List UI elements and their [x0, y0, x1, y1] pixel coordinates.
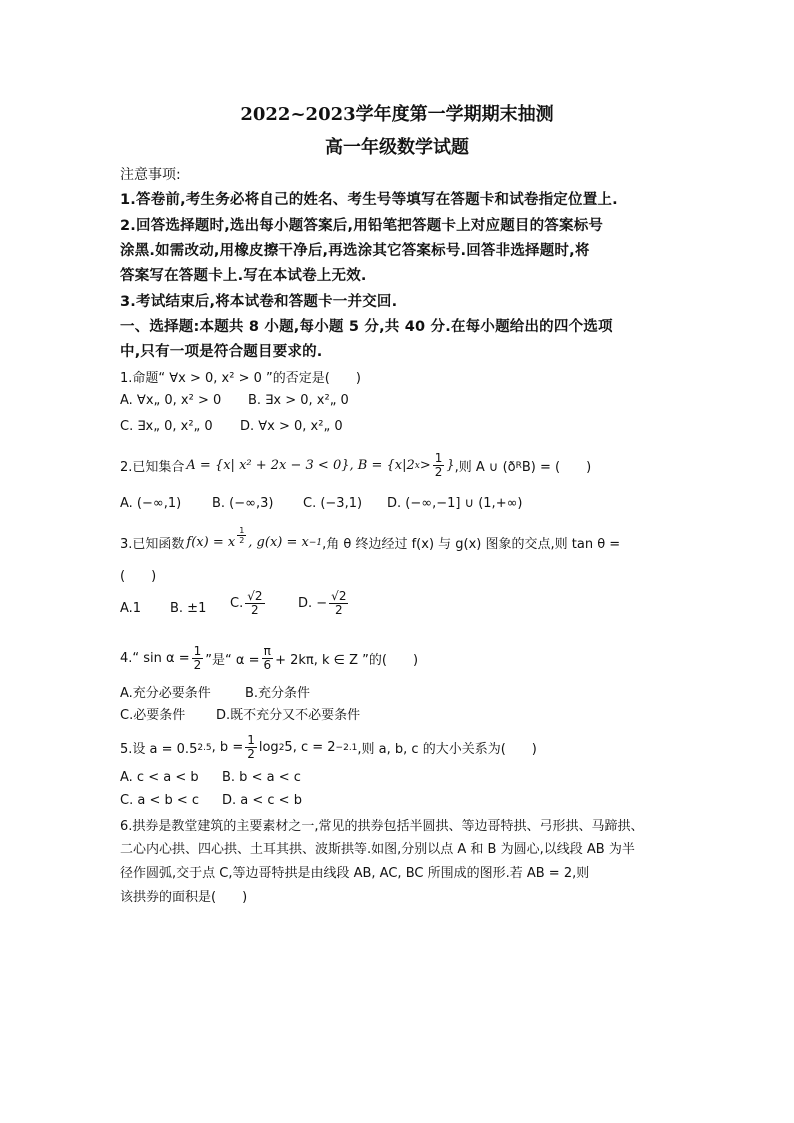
notes-heading: 注意事项: — [120, 167, 181, 183]
exam-title: 2022~2023学年度第一学期期末抽测 — [240, 104, 554, 125]
question-4-stem — [120, 645, 418, 672]
question-4-option-a: A.充分必要条件 — [120, 686, 211, 701]
question-5-option-d: D. a < c < b — [222, 793, 302, 808]
question-2-option-a: A. (−∞,1) — [120, 496, 182, 511]
question-3-blank: ( ) — [120, 569, 157, 584]
question-1-stem: 1.命题“ ∀x > 0, x² > 0 ”的否定是( ) — [120, 371, 361, 386]
section-heading-line-1: 一、选择题:本题共 8 小题,每小题 5 分,共 40 分.在每小题给出的四个选项 — [120, 319, 613, 335]
question-4-frac-1 — [192, 645, 204, 672]
question-4-mid: ”是“ α = — [205, 653, 260, 668]
question-3-stem — [120, 526, 621, 552]
question-3-f: f(x) = x — [186, 535, 236, 550]
question-5-frac-num: 1 — [247, 733, 255, 747]
question-3-option-d-den: 2 — [334, 603, 343, 617]
question-1-option-b: B. ∃x > 0, x²„ 0 — [248, 393, 349, 408]
question-1-option-a: A. ∀x„ 0, x² > 0 — [120, 393, 222, 408]
question-5-frac — [245, 734, 257, 761]
question-3-option-d-frac — [329, 590, 348, 617]
question-5-log: log — [258, 740, 279, 755]
question-2-option-b: B. (−∞,3) — [212, 496, 274, 511]
question-3-option-d — [298, 590, 350, 617]
question-4-option-b: B.充分条件 — [245, 686, 311, 701]
question-3-option-a: A.1 — [120, 601, 142, 616]
question-5-stem — [120, 734, 537, 761]
question-6-line-3: 径作圆弧,交于点 C,等边哥特拱是由线段 AB, AC, BC 所围成的图形.若 AB = 2,则 — [120, 866, 590, 881]
question-5-prefix: 5.设 a = 0.5 — [120, 742, 198, 757]
question-2-set-a: A = {x| x² + 2x − 3 < 0} — [186, 458, 350, 473]
question-2-set-b-right: } — [446, 458, 455, 473]
question-4-option-c: C.必要条件 — [120, 708, 186, 723]
note-line-3: 涂黑.如需改动,用橡皮擦干净后,再选涂其它答案标号.回答非选择题时,将 — [120, 243, 590, 259]
question-4-suffix: + 2kπ, k ∈ Z ”的( ) — [275, 653, 419, 668]
question-3-f-exp — [237, 526, 246, 545]
question-5-option-b: B. b < a < c — [222, 770, 301, 785]
note-line-4: 答案写在答题卡上.写在本试卷上无效. — [120, 268, 367, 284]
note-line-5: 3.考试结束后,将本试卷和答题卡一并交回. — [120, 294, 398, 310]
question-2-option-d: D. (−∞,−1] ∪ (1,+∞) — [387, 496, 523, 511]
question-4-frac-1-den: 2 — [193, 658, 202, 672]
question-5-option-c: C. a < b < c — [120, 793, 200, 808]
exam-subtitle: 高一年级数学试题 — [325, 137, 469, 158]
question-2-frac-num: 1 — [434, 451, 443, 465]
question-3-option-c-prefix: C. — [230, 596, 244, 611]
question-3-option-c-frac — [245, 590, 264, 617]
question-3-f-exp-num: 1 — [239, 526, 245, 535]
question-3-option-d-prefix: D. − — [298, 596, 328, 611]
question-6-line-2: 二心内心拱、四心拱、土耳其拱、波斯拱等.如图,分别以点 A 和 B 为圆心,以线段 AB 为半 — [120, 842, 635, 857]
question-5-log-base: 2 — [278, 742, 285, 753]
question-2-suffix2: B) = ( ) — [521, 460, 592, 475]
question-3-option-b: B. ±1 — [170, 601, 207, 616]
question-2-set-b-mid: > — [419, 458, 431, 473]
question-1-option-d: D. ∀x > 0, x²„ 0 — [240, 419, 343, 434]
question-2-set-b-left: , B = {x|2 — [349, 458, 415, 473]
question-4-frac-2 — [261, 645, 273, 672]
question-3-option-d-num: √2 — [331, 589, 347, 603]
note-line-1: 1.答卷前,考生务必将自己的姓名、考生号等填写在答题卡和试卷指定位置上. — [120, 192, 618, 208]
question-6-line-1: 6.拱券是教堂建筑的主要素材之一,常见的拱券包括半圆拱、等边哥特拱、弓形拱、马蹄拱、 — [120, 819, 644, 834]
question-4-frac-1-num: 1 — [193, 644, 202, 658]
question-3-prefix: 3.已知函数 — [120, 537, 185, 552]
question-4-frac-2-den: 6 — [263, 658, 272, 672]
note-line-2: 2.回答选择题时,选出每小题答案后,用铅笔把答题卡上对应题目的答案标号 — [120, 218, 604, 234]
question-3-suffix: ,角 θ 终边经过 f(x) 与 g(x) 图象的交点,则 tan θ = — [322, 537, 621, 552]
question-5-c-exp: −2.1 — [335, 742, 358, 753]
question-4-prefix: 4.“ sin α = — [120, 651, 190, 666]
question-2-stem — [120, 452, 591, 479]
question-3-g-exp: −1 — [308, 537, 323, 548]
question-2-sub: R — [515, 460, 522, 471]
question-2-suffix: ,则 A ∪ (ð — [454, 460, 516, 475]
question-2-fraction — [433, 452, 445, 479]
question-2-prefix: 2.已知集合 — [120, 460, 185, 475]
question-2-set-b-exp: x — [414, 460, 420, 471]
question-4-frac-2-num: π — [263, 644, 271, 658]
question-2-option-c: C. (−3,1) — [303, 496, 363, 511]
question-5-mid3: 5, c = 2 — [284, 740, 336, 755]
question-6-line-4: 该拱券的面积是( ) — [120, 890, 248, 905]
question-1-option-c: C. ∃x„ 0, x²„ 0 — [120, 419, 213, 434]
question-5-frac-den: 2 — [247, 747, 255, 761]
question-5-mid1: , b = — [211, 740, 244, 755]
question-5-a-exp: 2.5 — [197, 742, 212, 753]
question-3-option-c-den: 2 — [251, 603, 259, 617]
question-5-option-a: A. c < a < b — [120, 770, 199, 785]
question-3-f-exp-den: 2 — [239, 536, 245, 545]
question-4-option-d: D.既不充分又不必要条件 — [216, 708, 361, 723]
question-3-option-c-num: √2 — [247, 589, 263, 603]
question-3-g: , g(x) = x — [248, 535, 309, 550]
question-5-suffix: ,则 a, b, c 的大小关系为( ) — [357, 742, 537, 757]
question-2-frac-den: 2 — [434, 465, 443, 479]
question-3-option-c — [230, 590, 267, 617]
section-heading-line-2: 中,只有一项是符合题目要求的. — [120, 344, 323, 360]
